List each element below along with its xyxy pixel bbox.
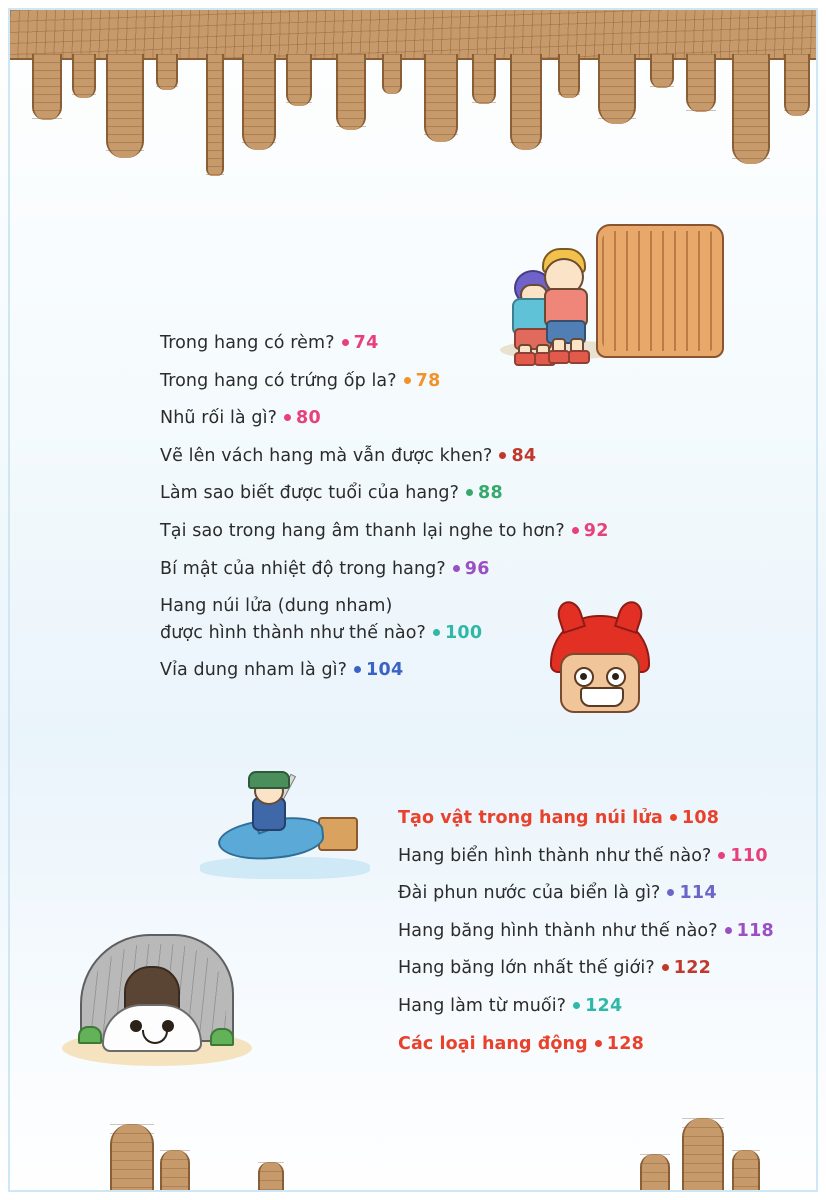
stalactite-icon xyxy=(472,54,496,104)
toc-entry[interactable] xyxy=(160,518,640,545)
toc-page-number: 84 xyxy=(511,445,537,466)
toc-entry[interactable] xyxy=(398,918,798,945)
toc-page-number: 88 xyxy=(478,483,503,504)
stalactite-icon xyxy=(106,54,144,158)
stalactite-icon xyxy=(242,54,276,150)
toc-bullet xyxy=(662,964,669,971)
clam-eye xyxy=(130,1020,142,1032)
toc-entry-title-line1: Hang núi lửa (dung nham) xyxy=(160,596,393,617)
toc-entry-title: Hang biển hình thành như thế nào? xyxy=(398,845,712,866)
toc-page-number: 118 xyxy=(736,920,775,941)
stalactite-icon xyxy=(156,54,178,90)
toc-entry-title: Tại sao trong hang âm thanh lại nghe to hơn? xyxy=(160,520,565,541)
toc-bullet xyxy=(342,339,349,346)
toc-page-number: 96 xyxy=(464,558,490,579)
monster-face xyxy=(560,653,640,713)
toc-bullet xyxy=(284,414,291,421)
toc-entry-title-line2: được hình thành như thế nào? xyxy=(160,622,426,643)
toc-entry-title: Hang băng lớn nhất thế giới? xyxy=(398,958,655,979)
pirate-hat xyxy=(248,771,290,789)
stalactite-icon xyxy=(686,54,716,112)
toc-bullet xyxy=(453,565,460,572)
toc-entry[interactable] xyxy=(398,993,798,1020)
toc-entry-title: Hang làm từ muối? xyxy=(398,995,567,1016)
stalagmite-icon xyxy=(110,1124,154,1190)
stalactite-icon xyxy=(32,54,62,120)
seaweed-icon xyxy=(78,1026,102,1044)
cave-ceiling-illustration xyxy=(10,10,816,195)
toc-entry-title: Hang băng hình thành như thế nào? xyxy=(398,920,718,941)
monster-mouth xyxy=(580,687,624,707)
cave-with-clam-illustration xyxy=(62,930,252,1070)
pirate-on-dolphin-illustration xyxy=(200,775,370,885)
toc-entry-title: Vỉa dung nham là gì? xyxy=(160,660,348,681)
toc-bullet xyxy=(466,489,473,496)
water-splash xyxy=(200,857,370,879)
stalagmite-icon xyxy=(640,1154,670,1190)
stalactite-icon xyxy=(286,54,312,106)
toc-page-number: 104 xyxy=(366,660,404,681)
toc-page-number: 74 xyxy=(353,333,379,353)
stalactite-icon xyxy=(650,54,674,88)
toc-entry[interactable] xyxy=(160,480,640,507)
stalactite-icon xyxy=(206,54,224,176)
toc-entry-title: Trong hang có trứng ốp la? xyxy=(160,370,397,391)
toc-entry[interactable] xyxy=(398,955,798,982)
stalactite-icon xyxy=(382,54,402,94)
stalagmite-icon xyxy=(732,1150,760,1190)
stalactite-icon xyxy=(424,54,458,142)
seaweed-icon xyxy=(210,1028,234,1046)
toc-entry[interactable] xyxy=(160,443,640,470)
toc-page-number: 122 xyxy=(673,958,712,979)
toc-entry-title: Vẽ lên vách hang mà vẫn được khen? xyxy=(160,445,493,466)
toc-entry[interactable] xyxy=(160,330,640,357)
volcano-monster-illustration xyxy=(540,615,658,725)
toc-page-number: 128 xyxy=(606,1033,645,1054)
monster-eye xyxy=(606,667,626,687)
stalactite-icon xyxy=(510,54,542,150)
toc-bullet xyxy=(572,527,579,534)
ceiling-rock-band xyxy=(10,10,816,60)
toc-bullet xyxy=(354,666,361,673)
toc-page-number: 114 xyxy=(679,883,717,904)
stalagmite-icon xyxy=(258,1162,284,1190)
toc-entry[interactable] xyxy=(160,405,640,432)
toc-entry-title: Làm sao biết được tuổi của hang? xyxy=(160,483,460,504)
toc-page-number: 78 xyxy=(415,370,441,391)
stalactite-icon xyxy=(336,54,366,130)
toc-bullet xyxy=(573,1002,580,1009)
toc-page-number: 108 xyxy=(681,808,720,828)
toc-bullet xyxy=(667,889,674,896)
toc-entry-title: Các loại hang động xyxy=(398,1033,588,1054)
monster-eye xyxy=(574,667,594,687)
clam-smile xyxy=(142,1030,168,1044)
toc-page-number: 110 xyxy=(730,845,768,866)
stalactite-icon xyxy=(784,54,810,116)
toc-bullet xyxy=(499,452,506,459)
toc-bullet xyxy=(433,629,440,636)
toc-bullet xyxy=(595,1040,602,1047)
toc-section-heading[interactable] xyxy=(398,1031,798,1058)
cave-floor-illustration xyxy=(10,1080,816,1190)
toc-page-number: 124 xyxy=(585,995,623,1016)
toc-entry-title: Tạo vật trong hang núi lửa xyxy=(398,808,663,828)
table-of-contents-bottom xyxy=(398,805,798,1068)
toc-page-number: 100 xyxy=(444,622,483,643)
toc-page-number: 92 xyxy=(583,520,609,541)
stalagmite-icon xyxy=(682,1118,724,1190)
stalactite-icon xyxy=(732,54,770,164)
toc-entry-title: Bí mật của nhiệt độ trong hang? xyxy=(160,558,446,579)
stalactite-icon xyxy=(72,54,96,98)
stalactite-icon xyxy=(558,54,580,98)
toc-bullet xyxy=(404,377,411,384)
toc-bullet xyxy=(670,814,677,821)
toc-entry[interactable] xyxy=(160,556,640,583)
toc-entry[interactable] xyxy=(398,880,798,907)
wooden-crate xyxy=(318,817,358,851)
toc-bullet xyxy=(718,852,725,859)
toc-page-number: 80 xyxy=(295,408,321,429)
toc-entry-title: Trong hang có rèm? xyxy=(160,333,335,353)
toc-entry-title: Nhũ rối là gì? xyxy=(160,408,277,429)
stalagmite-icon xyxy=(160,1150,190,1190)
stalactite-icon xyxy=(598,54,636,124)
toc-section-heading[interactable] xyxy=(398,805,798,832)
toc-entry[interactable] xyxy=(160,368,640,395)
toc-entry-title: Đài phun nước của biển là gì? xyxy=(398,883,661,904)
toc-entry[interactable] xyxy=(398,843,798,870)
toc-bullet xyxy=(725,927,732,934)
